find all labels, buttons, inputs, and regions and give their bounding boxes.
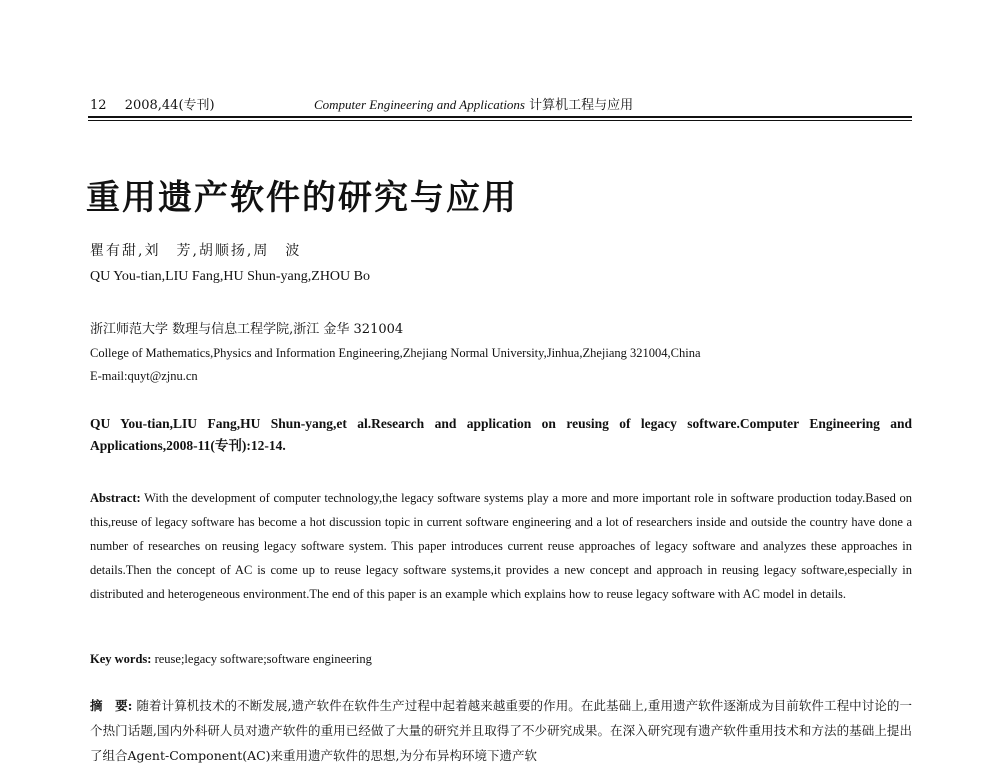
journal-name-en: Computer Engineering and Applications xyxy=(314,97,525,112)
header-rule-thick xyxy=(88,116,912,118)
keywords-label: Key words: xyxy=(90,652,152,666)
journal-name-cn: 计算机工程与应用 xyxy=(529,98,634,113)
journal-volume: 2008,44(专刊) xyxy=(124,98,215,113)
abstract-chinese xyxy=(90,693,912,768)
running-header-right xyxy=(314,94,633,113)
keywords-english xyxy=(90,652,372,667)
running-header-left xyxy=(90,94,229,113)
page-number: 12 xyxy=(90,98,107,113)
abstract-english xyxy=(90,486,912,606)
abstract-label: Abstract: xyxy=(90,491,141,505)
affiliation-chinese: 浙江师范大学 数理与信息工程学院,浙江 金华 321004 xyxy=(90,322,404,337)
paper-title: 重用遗产软件的研究与应用 xyxy=(86,178,518,218)
abstract-text: With the development of computer technology,the legacy software systems play a more and more important role in software production today.Based on this,reuse of legacy software has become a hot discussion topic in current software engineering and a lot of researchers inside and outside the country have done a number of researches on reusing legacy software system. This paper introduces current reuse approaches of legacy software and analyzes these approaches in details.Then the concept of AC is come up to reuse legacy software systems,it provides a new concept and approach in reusing legacy software,especially in distributed and heterogeneous environment.The end of this paper is an example which explains how to reuse legacy software with AC model in details. xyxy=(90,491,912,601)
cn-abstract-text: 随着计算机技术的不断发展,遗产软件在软件生产过程中起着越来越重要的作用。在此基础上,重用遗产软件逐渐成为目前软件工程中讨论的一个热门话题,国内外科研人员对遗产软件的重用已经做了大量的研究并且取得了不少研究成果。在深入研究现有遗产软件重用技术和方法的基础上提出了组合Agent-Component(AC)来重用遗产软件的思想,为分布异构环境下遗产软 xyxy=(90,698,913,763)
citation-block: QU You-tian,LIU Fang,HU Shun-yang,et al.Research and application on reusing of legacy software.Computer Engineering and Applications,2008-11(专刊):12-14. xyxy=(90,416,912,453)
header-rule-thin xyxy=(88,120,912,121)
author-email: E-mail:quyt@zjnu.cn xyxy=(90,369,198,383)
keywords-text: reuse;legacy software;software engineering xyxy=(154,652,372,666)
authors-english: QU You-tian,LIU Fang,HU Shun-yang,ZHOU Bo xyxy=(90,269,370,284)
affiliation-english: College of Mathematics,Physics and Information Engineering,Zhejiang Normal University,Jinhua,Zhejiang 321004,China xyxy=(90,346,701,360)
cn-abstract-label: 摘 要: xyxy=(90,698,133,713)
authors-chinese: 瞿有甜,刘 芳,胡顺扬,周 波 xyxy=(90,243,302,259)
